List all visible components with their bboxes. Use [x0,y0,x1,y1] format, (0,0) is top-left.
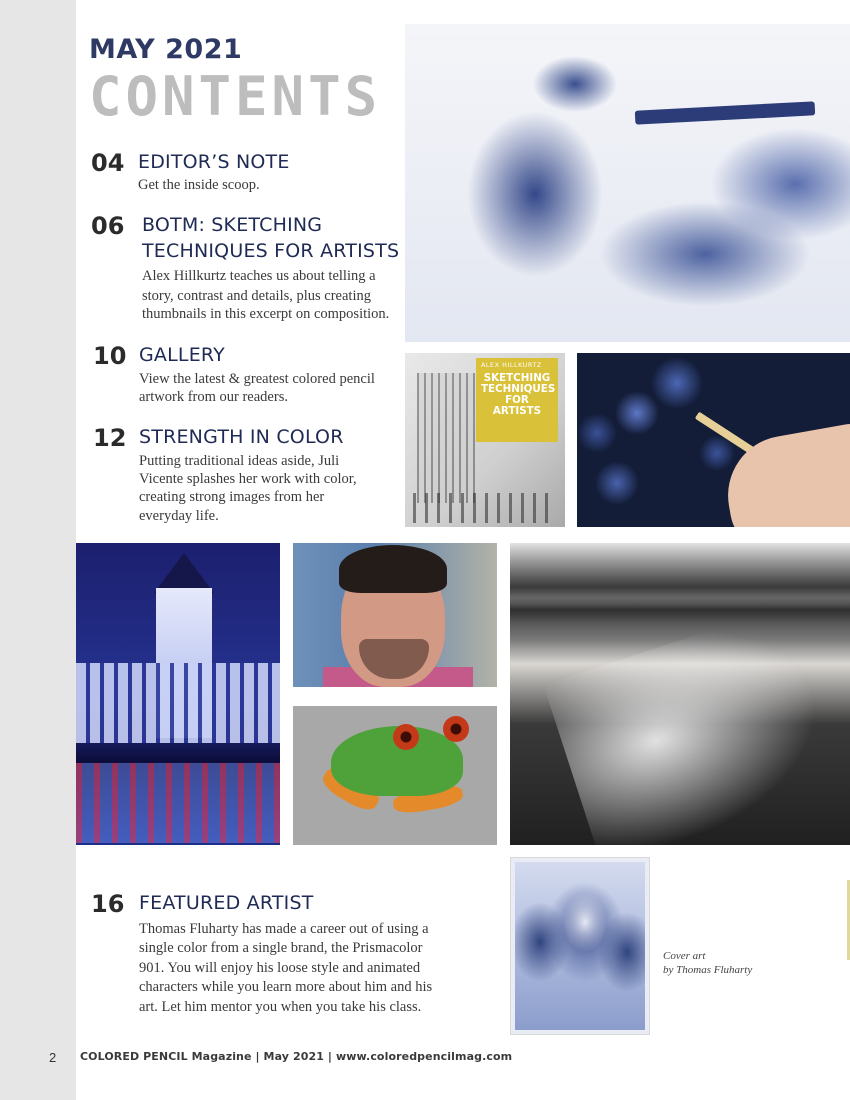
page-sidebar [0,0,76,1100]
entry-page-number: 10 [93,342,127,370]
entry-desc: Get the inside scoop. [138,177,260,193]
cover-art-drawing [515,862,645,1030]
cover-art-image [510,857,650,1035]
entry-page-number: 04 [91,149,125,177]
tower-roof-shape [154,553,214,593]
book-cover-panel [476,358,558,442]
entry-desc: 901. You will enjoy his loose style and animated [139,960,421,976]
frog-eye-shape [443,716,469,742]
entry-desc: Putting traditional ideas aside, Juli [139,453,340,469]
night-castle-image [76,543,280,845]
cowboy-illustration-image [405,24,850,342]
cover-art-caption: Cover art by Thomas Fluharty [663,950,753,976]
page-title: CONTENTS [89,65,382,128]
book-sketch-shape [417,373,475,503]
entry-desc: creating strong images from her [139,489,325,505]
flowers-drawing-image [577,353,850,527]
wave-shape [543,592,850,845]
rifle-shape [635,101,815,124]
entry-desc: story, contrast and details, plus creating [142,288,371,304]
book-author: ALEX HILLKURTZ [481,362,542,369]
issue-date: MAY 2021 [89,34,243,65]
hair-shape [339,545,447,593]
tree-frog-image [293,706,497,845]
entry-title-editors-note[interactable]: EDITOR’S NOTE [138,151,290,173]
book-title: SKETCHING TECHNIQUES FOR ARTISTS [481,372,556,417]
book-cover-image [405,353,565,527]
entry-title-gallery[interactable]: GALLERY [139,344,225,366]
entry-desc: characters while you learn more about him and his [139,979,433,995]
entry-desc: thumbnails in this excerpt on composition. [142,306,390,322]
book-figures-shape [413,493,557,523]
entry-title-strength-in-color[interactable]: STRENGTH IN COLOR [139,426,344,448]
entry-desc: single color from a single brand, the Prismacolor [139,940,423,956]
entry-title-botm[interactable]: BOTM: SKETCHING [142,214,323,236]
water-reflection-shape [76,763,280,843]
entry-desc: Vicente splashes her work with color, [139,471,357,487]
building-shape [76,663,280,743]
artist-portrait-image [293,543,497,687]
entry-desc: everyday life. [139,508,219,524]
entry-desc: artwork from our readers. [139,389,288,405]
page-footer: COLORED PENCIL Magazine | May 2021 | www.coloredpencilmag.com [80,1050,513,1063]
entry-desc: Thomas Fluharty has made a career out of using a [139,921,429,937]
entry-desc: View the latest & greatest colored pencil [139,371,375,387]
frog-eye-shape [393,724,419,750]
entry-title-botm-line2[interactable]: TECHNIQUES FOR ARTISTS [142,240,400,262]
entry-desc: art. Let him mentor you when you take his class. [139,999,422,1015]
page-number: 2 [49,1050,57,1065]
entry-page-number: 06 [91,212,125,240]
entry-page-number: 16 [91,890,125,918]
entry-page-number: 12 [93,424,127,452]
entry-desc: Alex Hillkurtz teaches us about telling a [142,268,376,284]
beach-scene-image [510,543,850,845]
entry-title-featured-artist[interactable]: FEATURED ARTIST [139,892,314,914]
